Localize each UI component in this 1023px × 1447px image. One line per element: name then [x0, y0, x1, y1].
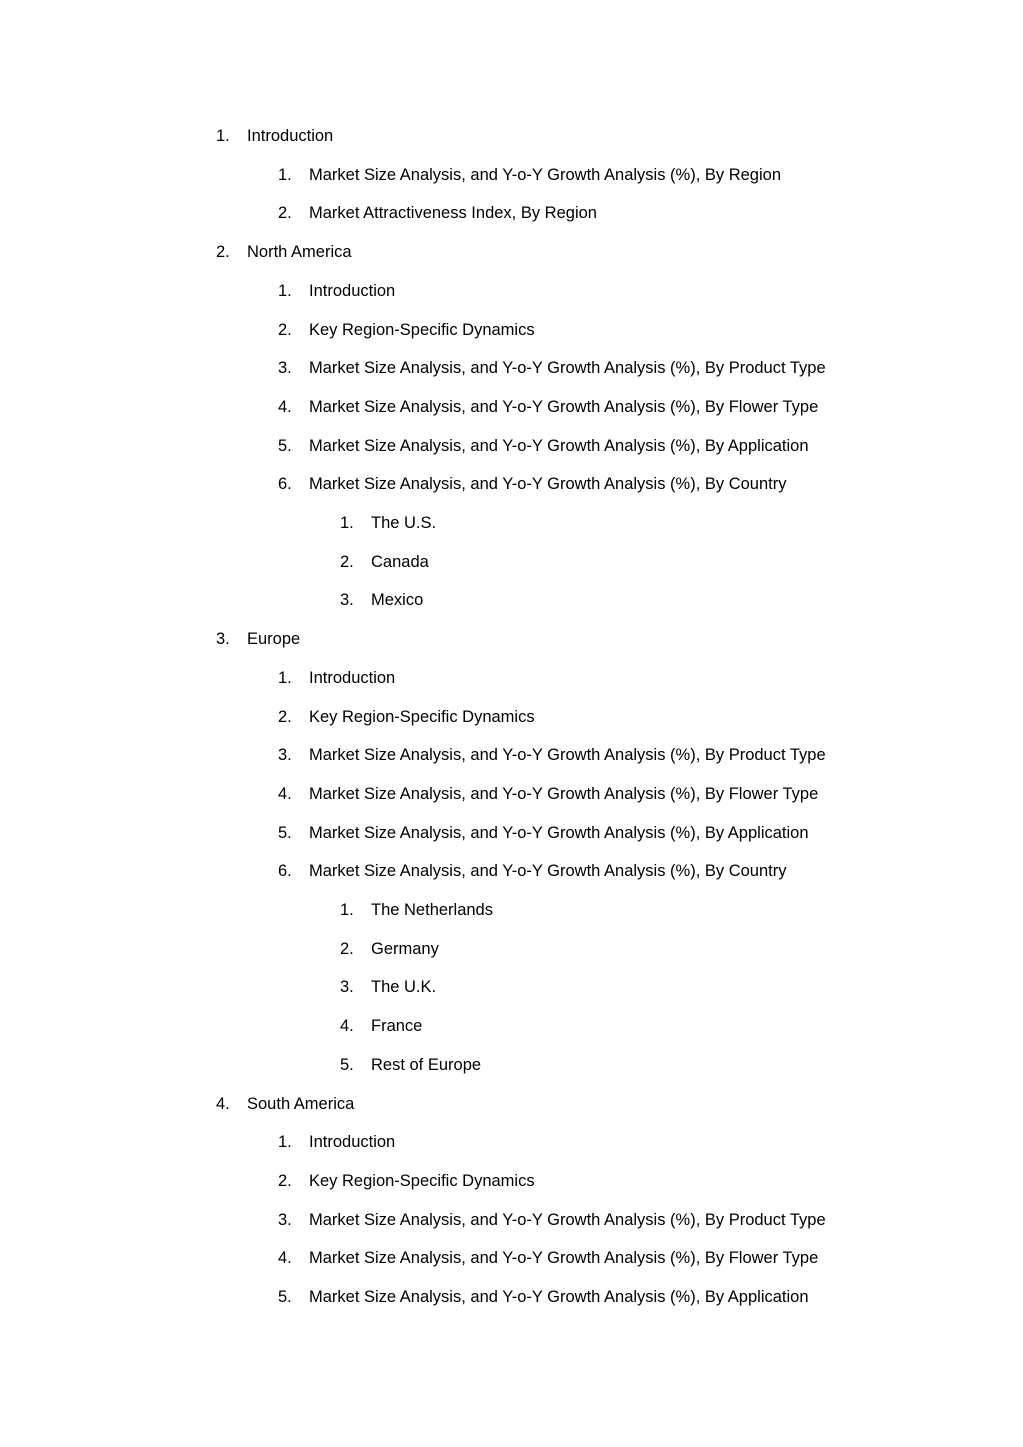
outline-item-number: 5.	[278, 1288, 292, 1306]
outline-item-number: 2.	[278, 1171, 292, 1190]
outline-item-label: Market Attractiveness Index, By Region	[309, 204, 597, 223]
outline-item-label: Market Size Analysis, and Y-o-Y Growth Analysis (%), By Country	[309, 475, 787, 494]
outline-item-label: Introduction	[309, 281, 396, 300]
outline-item-number: 3.	[278, 359, 292, 378]
outline-item-label: The U.K.	[371, 978, 437, 997]
outline-item-label: Market Size Analysis, and Y-o-Y Growth Analysis (%), By Region	[309, 165, 781, 184]
outline-item-label: The Netherlands	[371, 901, 493, 919]
outline-item-label: Europe	[247, 630, 301, 649]
outline-item-number: 3.	[216, 630, 230, 649]
outline-item-label: Introduction	[309, 668, 396, 687]
outline-item-number: 5.	[278, 823, 292, 842]
outline-item-number: 3.	[340, 591, 354, 610]
outline-item-label: South America	[247, 1094, 355, 1113]
outline-item-number: 6.	[278, 475, 292, 494]
outline-item-label: Canada	[371, 552, 429, 571]
outline-item-label: Introduction	[247, 127, 334, 145]
outline-item-label: Market Size Analysis, and Y-o-Y Growth Analysis (%), By Product Type	[309, 1210, 826, 1229]
outline-item-number: 2.	[216, 243, 230, 262]
outline-item-number: 5.	[278, 436, 292, 455]
outline-item-number: 2.	[278, 707, 292, 726]
outline-item-label: North America	[247, 243, 352, 262]
outline-item-number: 1.	[340, 901, 354, 919]
outline-item-number: 1.	[340, 514, 354, 532]
outline-item-label: Market Size Analysis, and Y-o-Y Growth Analysis (%), By Application	[309, 823, 809, 842]
outline-item-number: 3.	[278, 746, 292, 765]
outline-item-number: 2.	[340, 552, 354, 571]
outline-item-number: 5.	[340, 1055, 354, 1074]
outline-item-label: Key Region-Specific Dynamics	[309, 707, 535, 726]
outline-item-label: Market Size Analysis, and Y-o-Y Growth Analysis (%), By Product Type	[309, 359, 826, 378]
outline-item-number: 4.	[278, 784, 292, 803]
outline-item-number: 4.	[216, 1094, 230, 1113]
outline-item-number: 4.	[278, 1249, 292, 1268]
outline-item-number: 2.	[278, 204, 292, 223]
outline-item-label: France	[371, 1017, 423, 1036]
outline-item-label: Market Size Analysis, and Y-o-Y Growth Analysis (%), By Flower Type	[309, 1249, 819, 1268]
outline-item-number: 3.	[340, 978, 354, 997]
outline-item-number: 6.	[278, 862, 292, 881]
outline-item-label: Key Region-Specific Dynamics	[309, 1171, 535, 1190]
outline-item-label: The U.S.	[371, 514, 437, 532]
outline-item-number: 4.	[340, 1017, 354, 1036]
outline-item-number: 1.	[278, 281, 292, 300]
outline-item-label: Market Size Analysis, and Y-o-Y Growth Analysis (%), By Application	[309, 1288, 809, 1306]
outline-item-number: 1.	[278, 1133, 292, 1152]
outline-item-number: 1.	[278, 165, 292, 184]
outline-item-label: Market Size Analysis, and Y-o-Y Growth Analysis (%), By Flower Type	[309, 397, 819, 416]
outline-item-number: 4.	[278, 397, 292, 416]
outline-item-number: 1.	[278, 668, 292, 687]
outline-item-label: Mexico	[371, 591, 424, 610]
outline-item-label: Market Size Analysis, and Y-o-Y Growth Analysis (%), By Country	[309, 862, 787, 881]
outline-item-label: Market Size Analysis, and Y-o-Y Growth Analysis (%), By Product Type	[309, 746, 826, 765]
outline-item-label: Key Region-Specific Dynamics	[309, 320, 535, 339]
outline-item-number: 2.	[340, 939, 354, 958]
outline-item-label: Germany	[371, 939, 439, 958]
outline-item-label: Market Size Analysis, and Y-o-Y Growth Analysis (%), By Flower Type	[309, 784, 819, 803]
outline-item-number: 2.	[278, 320, 292, 339]
outline-item-label: Market Size Analysis, and Y-o-Y Growth Analysis (%), By Application	[309, 436, 809, 455]
outline-item-number: 3.	[278, 1210, 292, 1229]
outline-item-label: Rest of Europe	[371, 1055, 482, 1074]
outline-item-label: Introduction	[309, 1133, 396, 1152]
outline-item-number: 1.	[216, 127, 230, 145]
